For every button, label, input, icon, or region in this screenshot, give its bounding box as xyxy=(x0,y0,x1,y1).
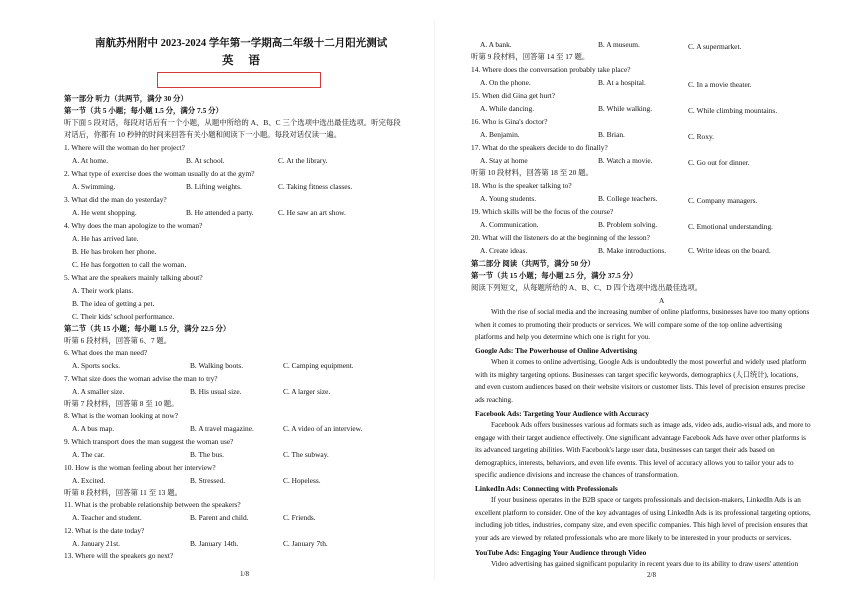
question-1: 1. Where will the woman do her project? xyxy=(64,143,185,152)
option-c: C. The subway. xyxy=(283,450,329,459)
option-a: A. He has arrived late. xyxy=(72,234,139,243)
option-c: C. Their kids' school performance. xyxy=(72,312,175,321)
option-a: A. He went shopping. xyxy=(72,208,137,217)
question-18: 18. Who is the speaker talking to? xyxy=(471,181,572,190)
question-17: 17. What do the speakers decide to do finally? xyxy=(471,143,608,152)
question-6: 6. What does the man need? xyxy=(64,348,148,357)
right-page xyxy=(435,0,860,609)
paragraph-line: ads reaching. xyxy=(475,395,513,404)
option-a: A. Stay at home xyxy=(480,156,528,165)
paragraph-line: Facebook Ads offers businesses various ad formats such as image ads, video ads, audio-visual ads, and more to xyxy=(491,421,811,429)
section2-heading: 第二节（共 15 小题；每小题 1.5 分，满分 22.5 分） xyxy=(64,324,231,333)
option-b: B. At a hospital. xyxy=(598,78,646,87)
option-b: B. Make introductions. xyxy=(598,246,667,255)
option-b: B. Problem solving. xyxy=(598,220,658,229)
option-b: B. The bus. xyxy=(190,450,224,459)
option-b: B. His usual size. xyxy=(190,387,242,396)
option-a: A. Their work plans. xyxy=(72,286,134,295)
section1-instructions: 听下面 5 段对话，每段对话后有一个小题，从题中所给的 A、B、C 三个选项中选出最佳选项。听完每段 xyxy=(64,118,401,127)
question-3: 3. What did the man do yesterday? xyxy=(64,195,167,204)
question-14: 14. Where does the conversation probably take place? xyxy=(471,65,631,74)
exam-title: 南航苏州附中 2023-2024 学年第一学期高二年级十二月阳光测试 xyxy=(95,38,388,49)
paragraph-line: excellent platform to consider. One of the key advantages of using LinkedIn Ads is its professional targeting options, xyxy=(475,508,811,517)
material-note: 听第 9 段材料，回答第 14 至 17 题。 xyxy=(471,52,590,61)
page-number: 1/8 xyxy=(240,570,249,578)
option-a: A. Communication. xyxy=(480,220,539,229)
paragraph-line: including job titles, industries, company size, and even specific companies. This high level of precision ensures that xyxy=(475,521,808,530)
option-b: B. The idea of getting a pet. xyxy=(72,299,155,308)
option-b: B. Lifting weights. xyxy=(186,182,242,191)
option-a: A. While dancing. xyxy=(480,104,535,113)
option-a: A. On the phone. xyxy=(480,78,531,87)
option-a: A. At home. xyxy=(72,156,109,165)
subject-title: 英 语 xyxy=(222,55,266,67)
option-c: C. In a movie theater. xyxy=(688,80,752,89)
youtube-ads-heading: YouTube Ads: Engaging Your Audience through Video xyxy=(475,548,647,557)
paragraph-line: with its mighty targeting options. Businesses can target specific keywords, demographics (人口统计), locations, xyxy=(475,370,799,379)
option-a: A. A smaller size. xyxy=(72,387,125,396)
paragraph-line: If your business operates in the B2B space or targets professionals and decision-makers, LinkedIn Ads is an xyxy=(491,496,801,504)
google-ads-paragraph xyxy=(475,356,860,406)
material-note: 听第 8 段材料，回答第 11 至 13 题。 xyxy=(64,488,182,497)
material-note: 听第 6 段材料，回答第 6、7 题。 xyxy=(64,336,172,345)
option-b: B. At school. xyxy=(186,156,225,165)
linkedin-ads-paragraph xyxy=(475,494,860,544)
question-10: 10. How is the woman feeling about her interview? xyxy=(64,463,216,472)
question-15: 15. When did Gina get hurt? xyxy=(471,91,556,100)
question-19: 19. Which skills will be the focus of the course? xyxy=(471,207,614,216)
option-a: A. Excited. xyxy=(72,476,106,485)
option-c: C. Taking fitness classes. xyxy=(278,182,353,191)
question-5: 5. What are the speakers mainly talking about? xyxy=(64,273,203,282)
option-c: C. Roxy. xyxy=(688,132,715,141)
question-12: 12. What is the date today? xyxy=(64,526,145,535)
option-a: A. Sports socks. xyxy=(72,361,121,370)
option-b: B. Walking boots. xyxy=(190,361,244,370)
option-a: A. Teacher and student. xyxy=(72,513,142,522)
option-c: C. Emotional understanding. xyxy=(688,222,773,231)
option-a: A. A bank. xyxy=(480,40,512,49)
linkedin-ads-heading: LinkedIn Ads: Connecting with Professionals xyxy=(475,484,618,493)
option-c: C. Friends. xyxy=(283,513,316,522)
option-b: B. He attended a party. xyxy=(186,208,254,217)
option-b: B. A museum. xyxy=(598,40,640,49)
option-c: C. He saw an art show. xyxy=(278,208,346,217)
paragraph-line: its advanced targeting abilities. With Facebook's large user data, businesses can target their ads based on xyxy=(475,446,775,455)
reading-instructions: 阅读下列短文，从每题所给的 A、B、C、D 四个选项中选出最佳选项。 xyxy=(471,283,703,292)
part2-section1-heading: 第一节（共 15 小题；每小题 2.5 分，满分 37.5 分） xyxy=(471,271,638,280)
paragraph-line: With the rise of social media and the increasing number of online platforms, businesses have too many options xyxy=(491,308,810,316)
option-c: C. He has forgotten to call the woman. xyxy=(72,260,187,269)
paragraph-line: When it comes to online advertising, Google Ads is undoubtedly the most powerful and widely used platform xyxy=(491,358,807,366)
google-ads-heading: Google Ads: The Powerhouse of Online Advertising xyxy=(475,346,638,355)
option-b: B. Brian. xyxy=(598,130,625,139)
page-number: 2/8 xyxy=(647,571,656,579)
name-field-box[interactable] xyxy=(157,72,321,88)
question-16: 16. Who is Gina's doctor? xyxy=(471,117,548,126)
question-2: 2. What type of exercise does the woman usually do at the gym? xyxy=(64,169,255,178)
facebook-ads-paragraph xyxy=(475,419,860,482)
option-b: B. A travel magazine. xyxy=(190,424,254,433)
option-b: B. Parent and child. xyxy=(190,513,249,522)
youtube-ads-paragraph xyxy=(475,558,860,571)
option-a: A. January 21st. xyxy=(72,539,121,548)
facebook-ads-heading: Facebook Ads: Targeting Your Audience with Accuracy xyxy=(475,409,650,418)
paragraph-line: when it comes to promoting their products or services. We will compare some of the top online advertising xyxy=(475,320,783,329)
option-c: C. Camping equipment. xyxy=(283,361,354,370)
paragraph-line: specific audience divisions and increase the chances of transformation. xyxy=(475,471,679,480)
section1-instructions: 对话后，你都有 10 秒钟的时间来回答有关小题和阅读下一小题。每段对话仅读一遍。 xyxy=(64,130,342,139)
paragraph-line: platforms and help you determine which one is right for you. xyxy=(475,333,651,342)
option-a: A. A bus map. xyxy=(72,424,115,433)
question-4: 4. Why does the man apologize to the woman? xyxy=(64,221,203,230)
option-a: A. Benjamin. xyxy=(480,130,520,139)
question-8: 8. What is the woman looking at now? xyxy=(64,411,178,420)
option-c: C. Company managers. xyxy=(688,196,758,205)
question-7: 7. What size does the woman advise the man to try? xyxy=(64,374,218,383)
paragraph-line: and even custom audiences based on their website visitors or customer lists. This level of precision ensures precise xyxy=(475,383,806,392)
option-c: C. A larger size. xyxy=(283,387,331,396)
option-a: A. Young students. xyxy=(480,194,537,203)
part2-heading: 第二部分 阅读（共两节，满分 50 分） xyxy=(471,259,595,268)
option-b: B. He has broken her phone. xyxy=(72,247,157,256)
paragraph-line: your ads are viewed by related professionals who are more likely to be interested in your products or services. xyxy=(475,533,792,542)
option-b: B. Stressed. xyxy=(190,476,226,485)
paragraph-line: demographics, interests, behaviors, and even life events. This level of accuracy allows you to tailor your ads to xyxy=(475,458,794,467)
option-b: B. Watch a movie. xyxy=(598,156,653,165)
option-c: C. A video of an interview. xyxy=(283,424,363,433)
option-c: C. At the library. xyxy=(278,156,328,165)
option-c: C. A supermarket. xyxy=(688,42,742,51)
option-c: C. Write ideas on the board. xyxy=(688,246,771,255)
option-a: A. Create ideas. xyxy=(480,246,528,255)
option-b: B. College teachers. xyxy=(598,194,658,203)
section1-heading: 第一节（共 5 小题；每小题 1.5 分，满分 7.5 分） xyxy=(64,106,223,115)
option-b: B. January 14th. xyxy=(190,539,239,548)
option-c: C. Go out for dinner. xyxy=(688,158,750,167)
paragraph-line: engage with their target audience effectively. One significant advantage Facebook Ads have over other platforms is xyxy=(475,433,806,442)
option-b: B. While walking. xyxy=(598,104,653,113)
option-a: A. The car. xyxy=(72,450,105,459)
question-11: 11. What is the probable relationship between the speakers? xyxy=(64,500,241,509)
part1-heading: 第一部分 听力（共两节，满分 30 分） xyxy=(64,94,188,103)
option-a: A. Swimming. xyxy=(72,182,116,191)
intro-paragraph xyxy=(475,306,860,344)
option-c: C. While climbing mountains. xyxy=(688,106,778,115)
option-c: C. January 7th. xyxy=(283,539,328,548)
question-9: 9. Which transport does the man suggest the woman use? xyxy=(64,437,234,446)
material-note: 听第 10 段材料，回答第 18 至 20 题。 xyxy=(471,168,593,177)
passage-label: A xyxy=(659,296,665,305)
question-13: 13. Where will the speakers go next? xyxy=(64,551,174,560)
option-c: C. Hopeless. xyxy=(283,476,321,485)
paragraph-line: Video advertising has gained significant popularity in recent years due to its ability to draw users' attention xyxy=(491,560,799,568)
question-20: 20. What will the listeners do at the beginning of the lesson? xyxy=(471,233,650,242)
material-note: 听第 7 段材料，回答第 8 至 10 题。 xyxy=(64,399,179,408)
